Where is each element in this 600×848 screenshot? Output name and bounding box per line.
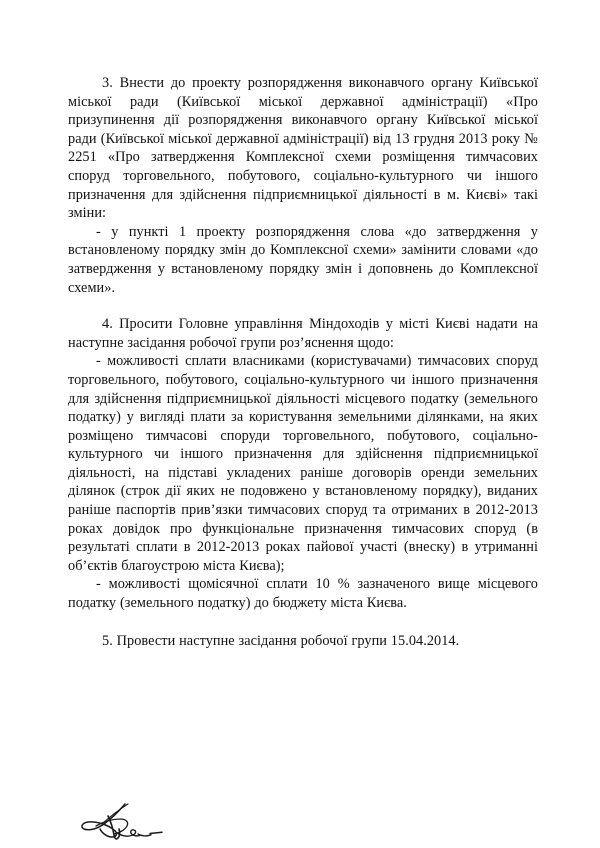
document-text-body [68,74,538,650]
paragraph-spacer [68,613,538,632]
signature-icon [78,800,188,846]
paragraph-item-4: 4. Просити Головне управління Міндоходів у місті Києві надати на наступне засідання робочої групи роз’яснення щодо: [68,316,538,351]
paragraph-item-3-bullet-1: - у пункті 1 проекту розпорядження слова «до затвердження у встановленому порядку змін до Комплексної схеми» замінити словами «до затвердження у встановленому порядку змін і доповнень до Комплексної схеми». [68,223,538,296]
paragraph-item-3: 3. Внести до проекту розпорядження виконавчого органу Київської міської ради (Київської міської державної адміністрації) «Про призупинення дії розпорядження виконавчого органу Київської міської ради (Київської міської державної адміністрації) від 13 грудня 2013 року № 2251 «Про затвердження Комплексної схеми розміщення тимчасових споруд торговельного, побутового, соціально-культурного чи іншого призначення для здійснення підприємницької діяльності в м. Києві» такі зміни: [68,75,538,222]
paragraph-item-4-bullet-2: - можливості щомісячної сплати 10 % зазначеного вище місцевого податку (земельного податку) до бюджету міста Києва. [68,576,538,612]
paragraph-item-5: 5. Провести наступне засідання робочої групи 15.04.2014. [102,632,460,649]
paragraph-item-4-bullet-1: - можливості сплати власниками (користувачами) тимчасових споруд торговельного, побутового, соціально-культурного чи іншого призначення для здійснення підприємницької діяльності місцевого податку (земельного податку) у вигляді плати за користування земельними ділянками, на яких розміщено тимчасові споруди торговельного, побутового, соціально-культурного чи іншого призначення для здійснення підприємницької діяльності, на підставі укладених раніше договорів оренди земельних ділянок (строк дії яких не подовжено у встановленому порядку), виданих раніше паспортів прив’язки тимчасових споруд та отриманих в 2012-2013 роках довідок про функціональне призначення тимчасових споруд (в результаті сплати в 2012-2013 роках пайової участі (внеску) в утриманні об’єктів благоустрою міста Києва); [68,353,538,574]
signature-mark [78,800,188,846]
paragraph-spacer [68,297,538,315]
